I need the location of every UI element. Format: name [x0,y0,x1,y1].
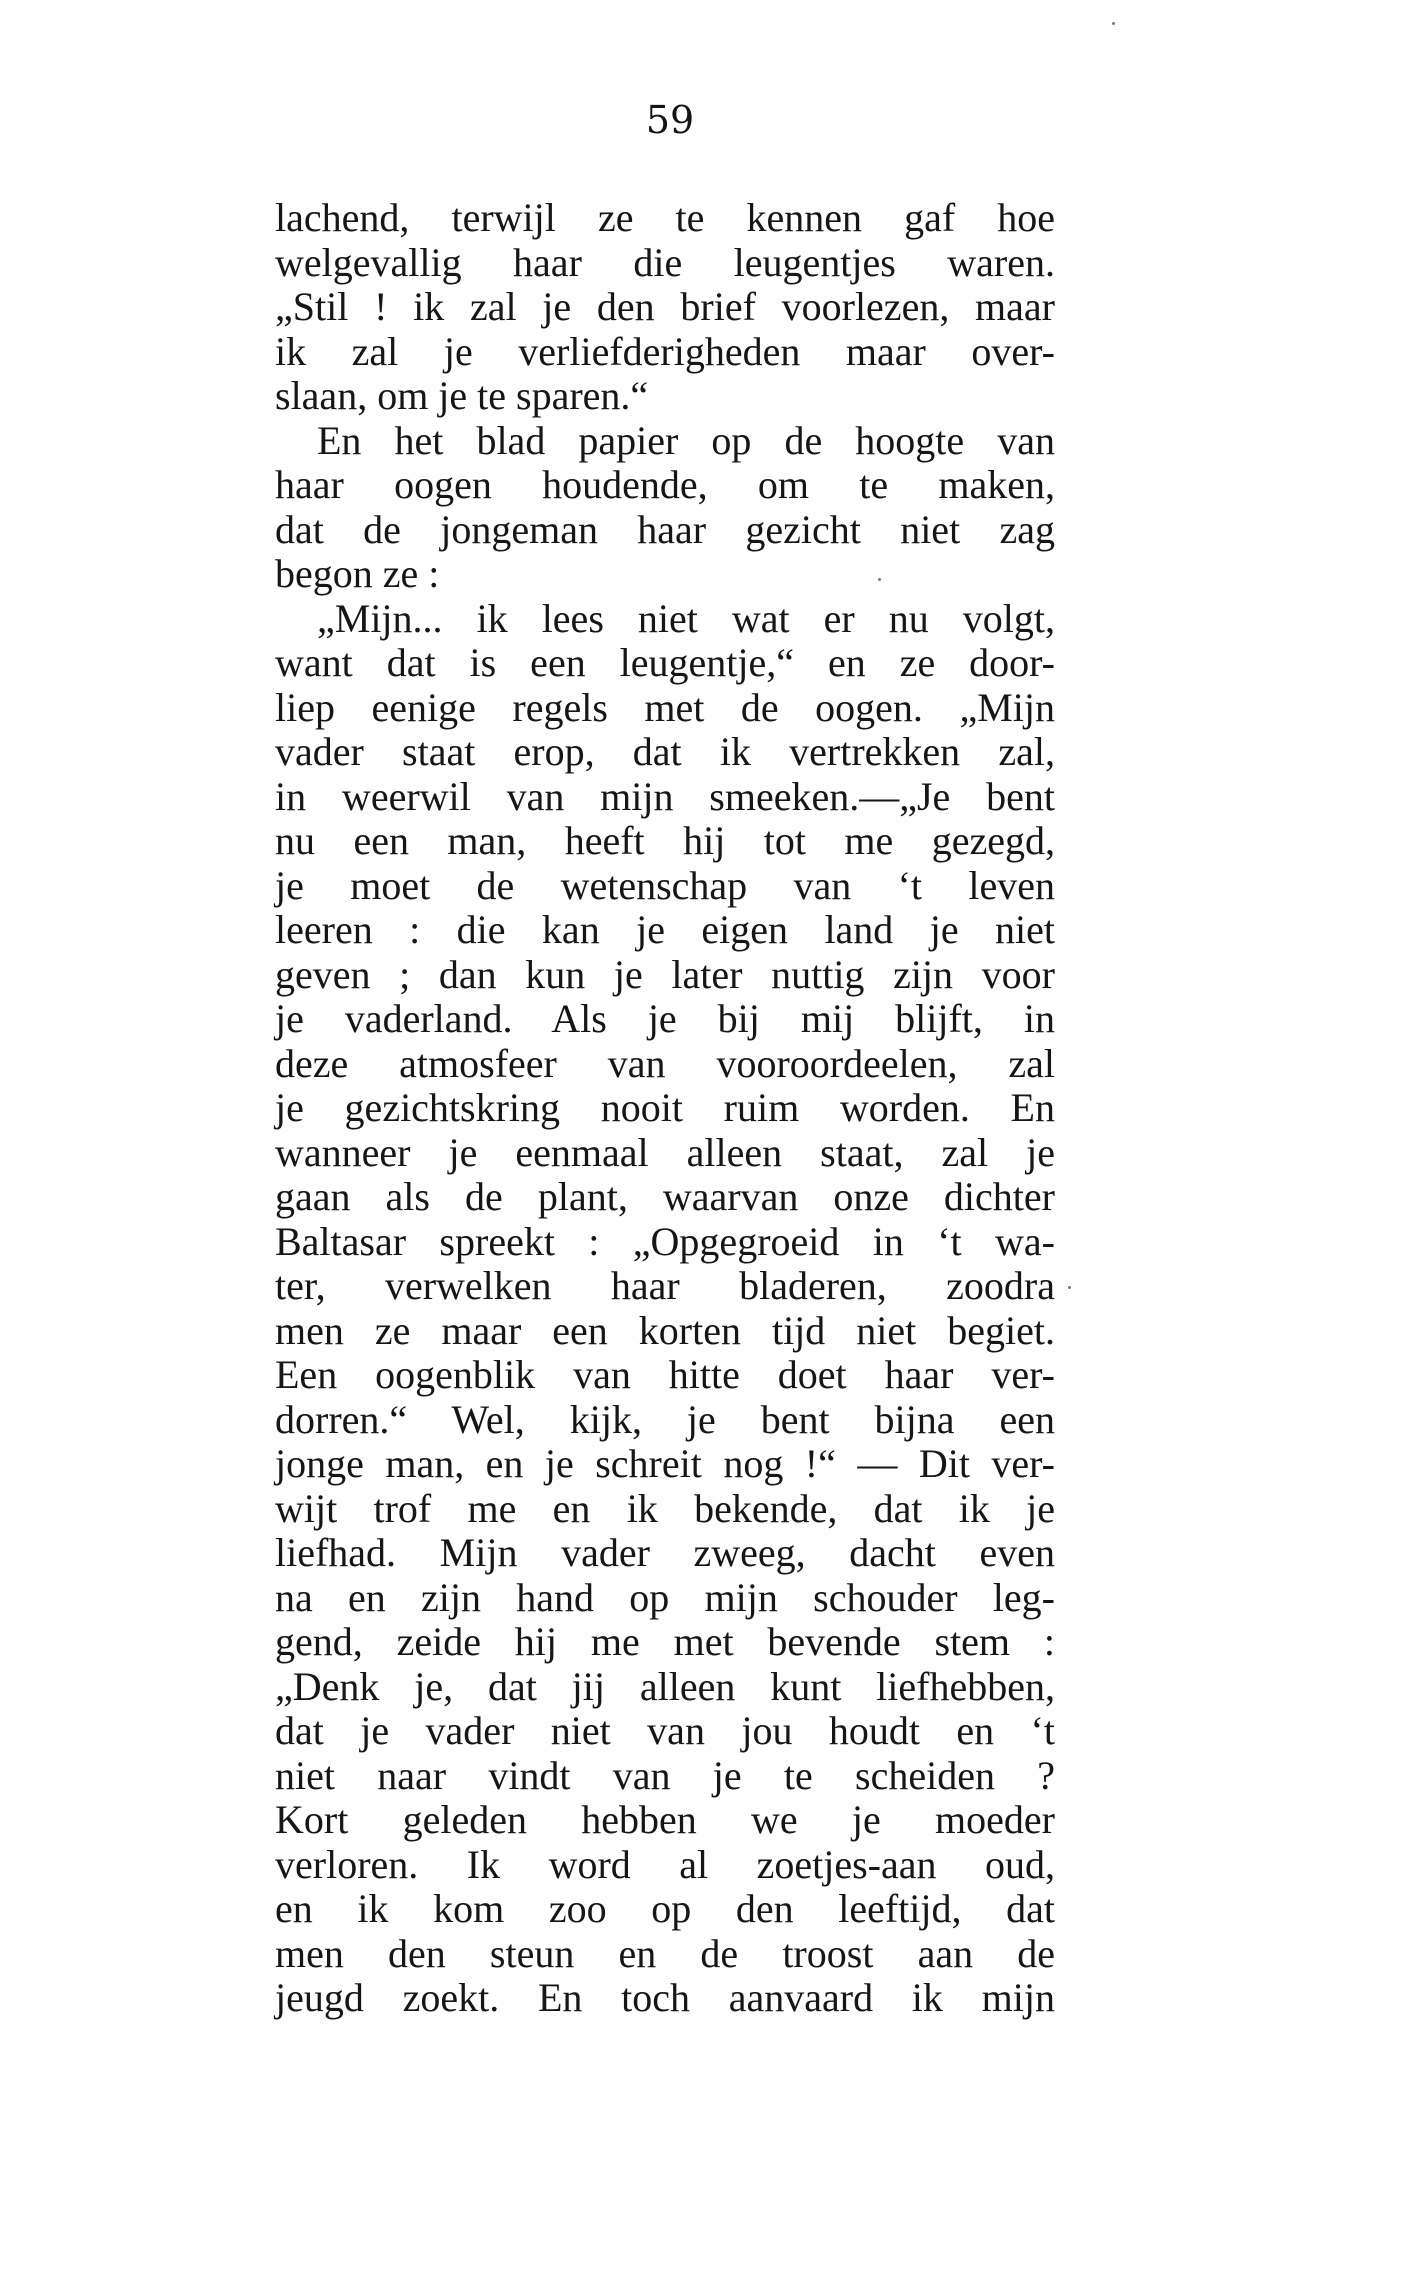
text-line: dat de jongeman haar gezicht niet zag [275,506,1055,552]
text-line: en ik kom zoo op den leeftijd, dat [275,1886,1055,1931]
text-line: ik zal je verliefderigheden maar over- [275,328,1055,374]
text-line: slaan, om je te sparen.“ [275,373,649,418]
text-line: wanneer je eenmaal alleen staat, zal je [275,1129,1055,1175]
text-line: „Denk je, dat jij alleen kunt liefhebben, [275,1663,1055,1709]
paper-speck [878,578,881,581]
text-line: men ze maar een korten tijd niet begiet. [275,1307,1055,1353]
text-line: haar oogen houdende, om te maken, [275,462,1055,507]
text-line: na en zijn hand op mijn schouder leg- [275,1574,1055,1620]
text-line: liep eenige regels met de oogen. „Mijn [275,684,1055,730]
text-line: „Stil ! ik zal je den brief voorlezen, maar [275,284,1055,329]
text-line: want dat is een leugentje,“ en ze door- [275,640,1055,685]
text-line: En het blad papier op de hoogte van [317,417,1055,463]
text-line: Een oogenblik van hitte doet haar ver- [275,1352,1055,1397]
text-line: dat je vader niet van jou houdt en ‘t [275,1708,1055,1753]
text-line: je vaderland. Als je bij mij blijft, in [275,996,1055,1041]
text-line: Kort geleden hebben we je moeder [275,1797,1055,1842]
text-line: nu een man, heeft hij tot me gezegd, [275,818,1055,863]
text-line: leeren : die kan je eigen land je niet [275,907,1055,952]
text-line: liefhad. Mijn vader zweeg, dacht even [275,1530,1055,1575]
text-line: in weerwil van mijn smeeken.—„Je bent [275,773,1055,819]
page-number: 59 [645,98,695,142]
text-line: gaan als de plant, waarvan onze dichter [275,1174,1055,1219]
text-line: jonge man, en je schreit nog !“ — Dit ver- [275,1441,1055,1486]
text-line: je moet de wetenschap van ‘t leven [275,862,1055,908]
paper-speck [1112,22,1115,25]
text-line: begon ze : [275,551,440,596]
text-line: men den steun en de troost aan de [275,1930,1055,1976]
text-line: wijt trof me en ik bekende, dat ik je [275,1485,1055,1531]
text-line: jeugd zoekt. En toch aanvaard ik mijn [275,1975,1055,2020]
text-line: gend, zeide hij me met bevende stem : [275,1619,1055,1664]
text-line: niet naar vindt van je te scheiden ? [275,1752,1055,1798]
text-line: welgevallig haar die leugentjes waren. [275,239,1055,285]
text-line: lachend, terwijl ze te kennen gaf hoe [275,195,1055,240]
text-line: je gezichtskring nooit ruim worden. En [275,1085,1055,1130]
text-line: deze atmosfeer van vooroordeelen, zal [275,1040,1055,1086]
body-text [275,196,1055,2021]
text-line: dorren.“ Wel, kijk, je bent bijna een [275,1396,1055,1442]
text-line: Baltasar spreekt : „Opgegroeid in ‘t wa- [275,1218,1055,1264]
text-line: verloren. Ik word al zoetjes-aan oud, [275,1841,1055,1887]
text-line: ter, verwelken haar bladeren, zoodra [275,1263,1055,1308]
text-line: „Mijn... ik lees niet wat er nu volgt, [317,595,1055,641]
paper-speck [1068,1286,1071,1289]
text-line: vader staat erop, dat ik vertrekken zal, [275,729,1055,774]
text-line: geven ; dan kun je later nuttig zijn voor [275,951,1055,997]
